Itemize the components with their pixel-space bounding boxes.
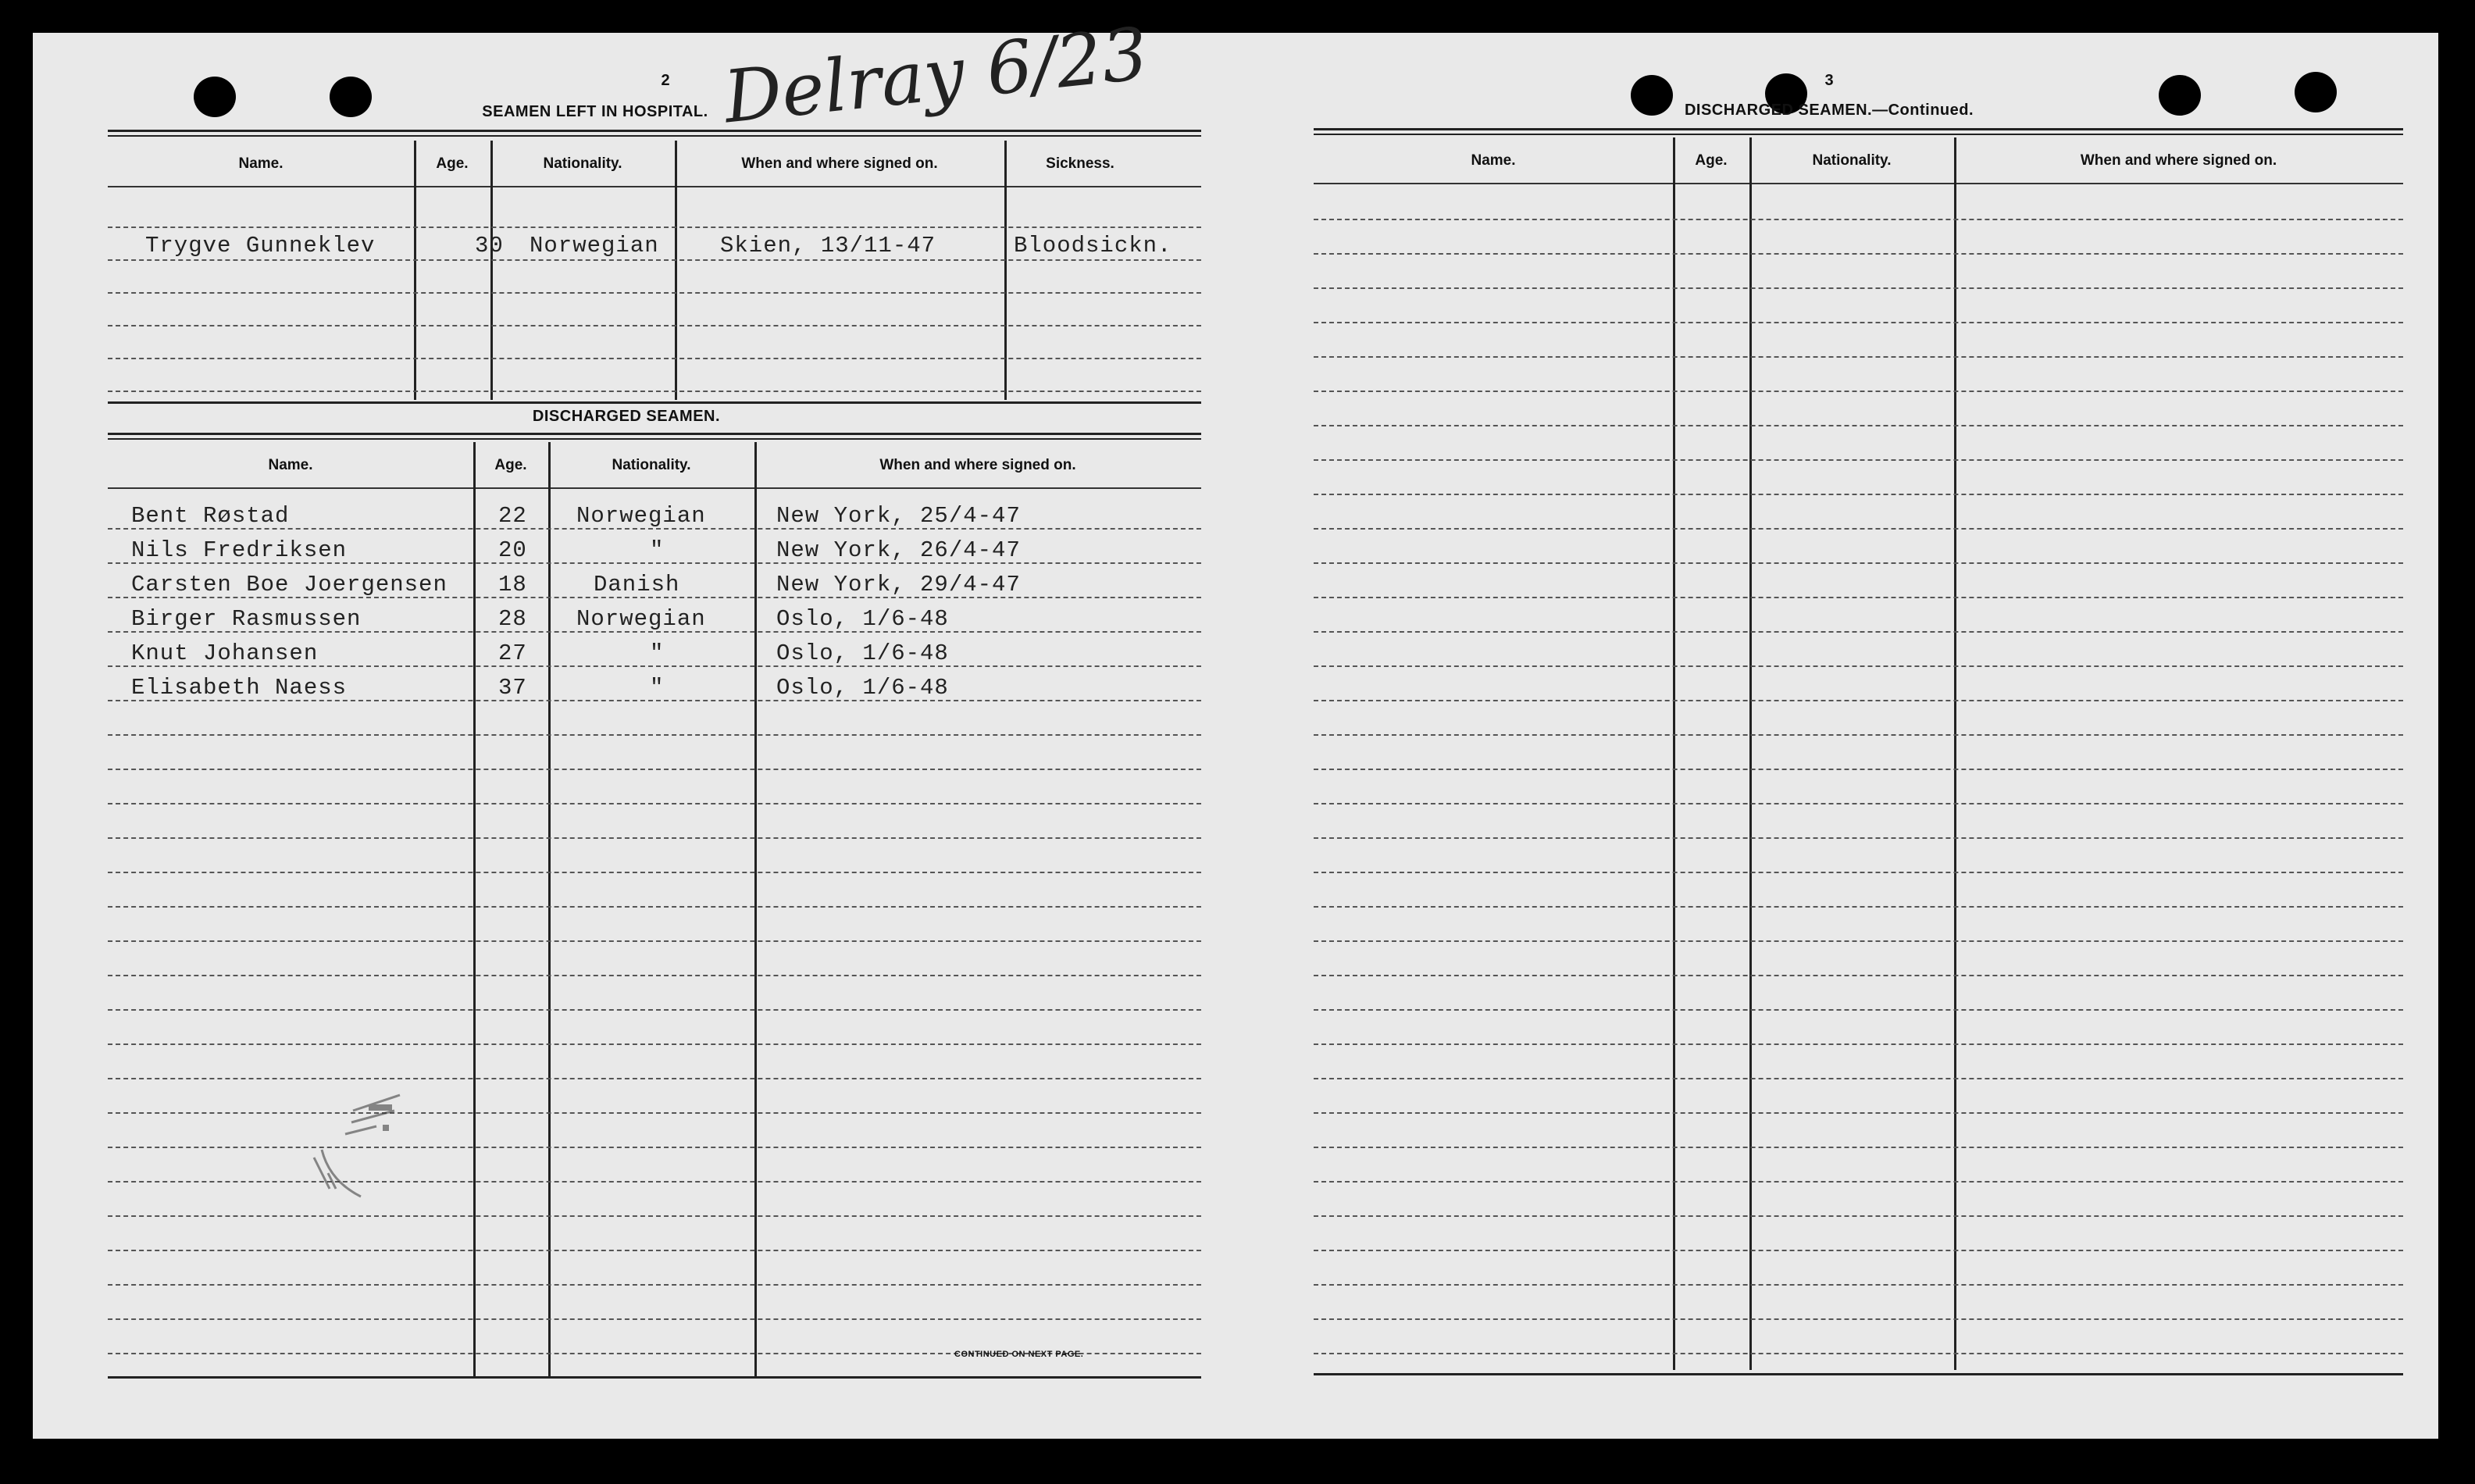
continued-footnote: CONTINUED ON NEXT PAGE. — [954, 1350, 1084, 1359]
discharged-name: Nils Fredriksen — [131, 537, 348, 563]
discharged-name: Knut Johansen — [131, 640, 319, 666]
discharged-nationality: " — [650, 640, 665, 666]
discharged-name: Carsten Boe Joergensen — [131, 572, 448, 598]
discharged-signed-on: Oslo, 1/6-48 — [776, 640, 949, 666]
section-rule — [108, 401, 1201, 404]
handwritten-annotation: Delray 6/23 — [720, 12, 1152, 140]
col-header-name: Name. — [238, 155, 284, 172]
row-rule — [108, 734, 1201, 736]
row-rule — [1314, 975, 2403, 976]
row-rule — [108, 940, 1201, 942]
row-rule — [1314, 562, 2403, 564]
row-rule — [108, 227, 1201, 228]
row-rule — [108, 1284, 1201, 1286]
row-rule — [1314, 391, 2403, 392]
row-rule — [1314, 528, 2403, 530]
row-rule — [1314, 1284, 2403, 1286]
col-header-nationality: Nationality. — [1812, 152, 1892, 169]
discharged-age: 37 — [498, 675, 527, 701]
column-divider — [548, 442, 551, 1376]
row-rule — [1314, 700, 2403, 701]
col-header-sickness: Sickness. — [1046, 155, 1114, 172]
row-rule — [108, 1078, 1201, 1079]
discharged-nationality: " — [650, 675, 665, 701]
row-rule — [108, 769, 1201, 770]
ink-stamp — [291, 1056, 431, 1212]
discharged-nationality: Norwegian — [576, 503, 706, 529]
right-page-title: DISCHARGED SEAMEN.—Continued. — [1684, 102, 1974, 119]
punch-hole — [2295, 72, 2337, 112]
discharged-name: Elisabeth Naess — [131, 675, 348, 701]
col-header-nationality: Nationality. — [543, 155, 622, 172]
bottom-rule — [1314, 1373, 2403, 1375]
col-header-age: Age. — [1695, 152, 1728, 169]
row-rule — [108, 872, 1201, 873]
row-rule — [108, 391, 1201, 392]
row-rule — [1314, 459, 2403, 461]
row-rule — [1314, 597, 2403, 598]
row-rule — [1314, 1318, 2403, 1320]
discharged-section-title: DISCHARGED SEAMEN. — [532, 408, 721, 425]
row-rule — [1314, 1009, 2403, 1011]
row-rule — [1314, 1353, 2403, 1354]
section-rule — [1314, 128, 2403, 135]
discharged-age: 20 — [498, 537, 527, 563]
discharged-age: 28 — [498, 606, 527, 632]
discharged-age: 22 — [498, 503, 527, 529]
row-rule — [1314, 1112, 2403, 1114]
row-rule — [1314, 803, 2403, 804]
row-rule — [1314, 1078, 2403, 1079]
row-rule — [1314, 287, 2403, 289]
row-rule — [1314, 1181, 2403, 1183]
page-number-right: 3 — [1824, 72, 1834, 89]
hospital-nationality: Norwegian — [530, 233, 659, 259]
row-rule — [1314, 769, 2403, 770]
row-rule — [1314, 665, 2403, 667]
row-rule — [1314, 219, 2403, 220]
row-rule — [1314, 906, 2403, 908]
col-header-signed-on: When and where signed on. — [741, 155, 938, 172]
discharged-signed-on: New York, 29/4-47 — [776, 572, 1021, 598]
row-rule — [108, 358, 1201, 359]
discharged-nationality: Danish — [594, 572, 680, 598]
col-header-age: Age. — [436, 155, 469, 172]
column-divider — [754, 442, 757, 1376]
discharged-age: 27 — [498, 640, 527, 666]
column-divider — [675, 141, 677, 400]
discharged-name: Bent Røstad — [131, 503, 290, 529]
row-rule — [108, 803, 1201, 804]
col-header-age: Age. — [494, 457, 527, 473]
discharged-signed-on: New York, 25/4-47 — [776, 503, 1021, 529]
hospital-name: Trygve Gunneklev — [145, 233, 376, 259]
hospital-sickness: Bloodsickn. — [1014, 233, 1172, 259]
col-header-nationality: Nationality. — [612, 457, 691, 473]
row-rule — [108, 1009, 1201, 1011]
column-divider — [1004, 141, 1007, 400]
row-rule — [108, 325, 1201, 326]
hospital-section-title: SEAMEN LEFT IN HOSPITAL. — [482, 103, 708, 120]
header-rule — [108, 186, 1201, 187]
col-header-signed-on: When and where signed on. — [879, 457, 1076, 473]
row-rule — [1314, 253, 2403, 255]
row-rule — [1314, 1043, 2403, 1045]
discharged-table — [108, 442, 1201, 1379]
section-rule — [108, 130, 1201, 137]
header-rule — [1314, 183, 2403, 184]
row-rule — [1314, 425, 2403, 426]
discharged-signed-on: New York, 26/4-47 — [776, 537, 1021, 563]
punch-hole — [2159, 75, 2201, 116]
row-rule — [108, 292, 1201, 294]
col-header-signed-on: When and where signed on. — [2080, 152, 2277, 169]
row-rule — [1314, 631, 2403, 633]
row-rule — [1314, 940, 2403, 942]
row-rule — [108, 1112, 1201, 1114]
row-rule — [1314, 734, 2403, 736]
col-header-name: Name. — [268, 457, 313, 473]
row-rule — [1314, 356, 2403, 358]
row-rule — [108, 1215, 1201, 1217]
hospital-signed-on: Skien, 13/11-47 — [720, 233, 936, 259]
hospital-table — [108, 141, 1201, 400]
discharged-continued-table — [1314, 137, 2403, 1372]
row-rule — [1314, 1250, 2403, 1251]
col-header-name: Name. — [1471, 152, 1516, 169]
section-rule — [108, 433, 1201, 440]
row-rule — [1314, 837, 2403, 839]
discharged-age: 18 — [498, 572, 527, 598]
column-divider — [473, 442, 476, 1376]
row-rule — [108, 837, 1201, 839]
row-rule — [108, 1181, 1201, 1183]
row-rule — [1314, 322, 2403, 323]
row-rule — [1314, 494, 2403, 495]
punch-hole — [330, 77, 372, 117]
row-rule — [108, 1318, 1201, 1320]
row-rule — [108, 1147, 1201, 1148]
discharged-nationality: " — [650, 537, 665, 563]
row-rule — [108, 906, 1201, 908]
column-divider — [490, 141, 493, 400]
row-rule — [1314, 1215, 2403, 1217]
row-rule — [108, 1250, 1201, 1251]
discharged-signed-on: Oslo, 1/6-48 — [776, 675, 949, 701]
page-number-left: 2 — [661, 72, 670, 89]
row-rule — [108, 975, 1201, 976]
row-rule — [108, 259, 1201, 261]
discharged-nationality: Norwegian — [576, 606, 706, 632]
discharged-name: Birger Rasmussen — [131, 606, 362, 632]
row-rule — [108, 1043, 1201, 1045]
row-rule — [1314, 1147, 2403, 1148]
bottom-rule — [108, 1376, 1201, 1379]
hospital-age: 30 — [475, 233, 504, 259]
column-divider — [414, 141, 416, 400]
discharged-signed-on: Oslo, 1/6-48 — [776, 606, 949, 632]
document-sheet — [33, 12, 2438, 1439]
row-rule — [1314, 872, 2403, 873]
header-rule — [108, 487, 1201, 489]
punch-hole — [194, 77, 236, 117]
